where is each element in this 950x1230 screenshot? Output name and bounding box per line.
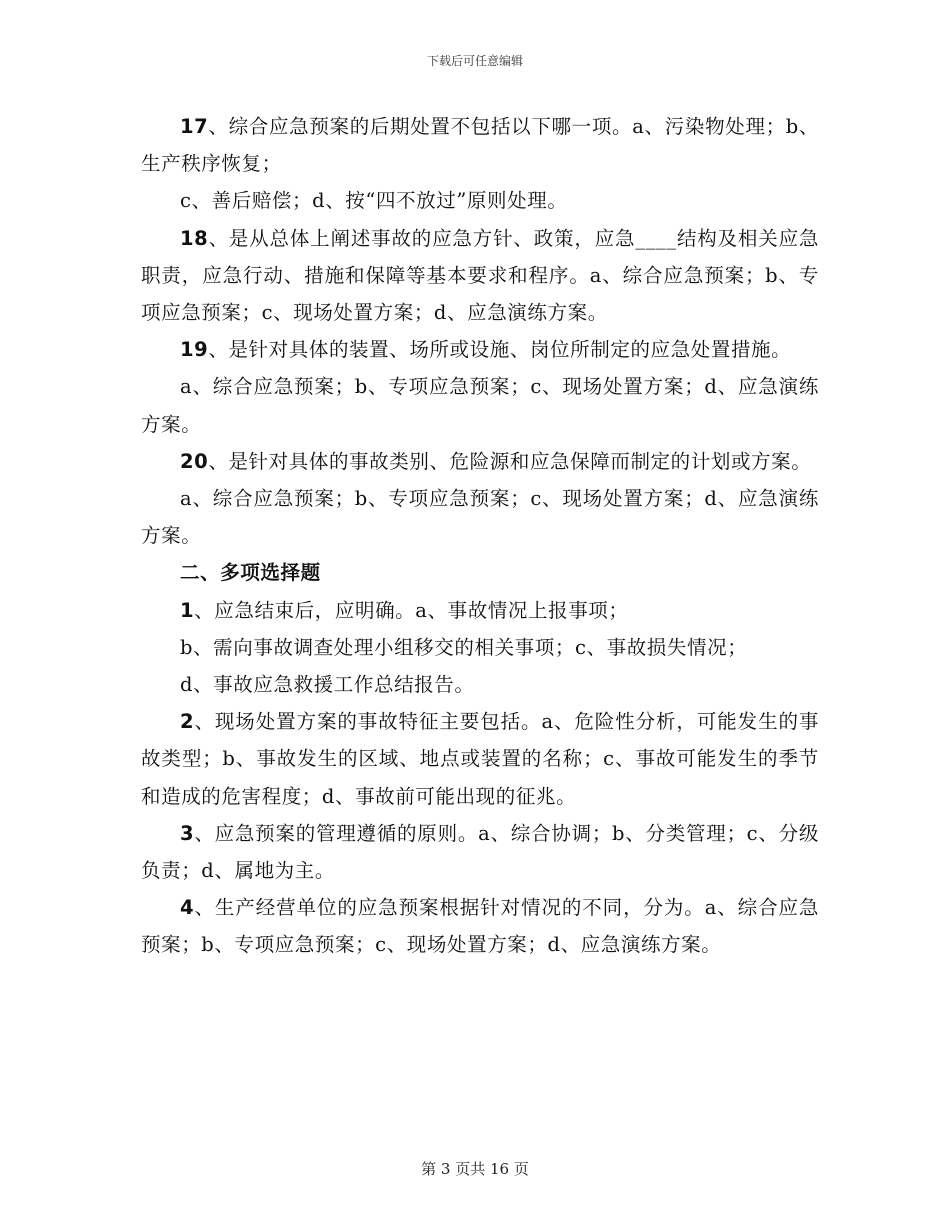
multi-question-4 <box>141 889 819 963</box>
question-19 <box>141 331 819 368</box>
multi-question-1-options-b <box>141 629 819 666</box>
question-text: 、综合应急预案的后期处置不包括以下哪一项。a、污染物处理；b、生产秩序恢复； <box>141 115 819 176</box>
question-text: c、善后赔偿；d、按“四不放过”原则处理。 <box>180 189 568 213</box>
question-text: 、应急预案的管理遵循的原则。a、综合协调；b、分类管理；c、分级负责；d、属地为主。 <box>141 821 819 883</box>
question-number: 2 <box>180 710 195 734</box>
question-number: 3 <box>180 821 195 845</box>
question-number: 18 <box>180 226 209 250</box>
question-text: a、综合应急预案；b、专项应急预案；c、现场处置方案；d、应急演练方案。 <box>141 487 819 548</box>
question-text: 、是针对具体的事故类别、危险源和应急保障而制定的计划或方案。 <box>208 449 812 473</box>
question-17-options <box>141 182 819 219</box>
question-number: 17 <box>180 115 209 138</box>
question-18 <box>141 220 819 332</box>
page-header: 下载后可任意编辑 <box>426 54 523 68</box>
section-heading: 二、多项选择题 <box>180 561 321 585</box>
question-number: 20 <box>180 449 209 473</box>
question-text: b、需向事故调查处理小组移交的相关事项；c、事故损失情况； <box>180 635 748 659</box>
question-20-options <box>141 480 819 554</box>
question-text: 、是针对具体的装置、场所或设施、岗位所制定的应急处置措施。 <box>208 338 792 362</box>
question-number: 4 <box>180 896 195 920</box>
page-footer: 第 3 页共 16 页 <box>421 1160 529 1178</box>
question-text: d、事故应急救援工作总结报告。 <box>180 673 475 697</box>
question-text: 、应急结束后，应明确。a、事故情况上报事项； <box>194 598 629 622</box>
question-number: 19 <box>180 338 209 362</box>
multi-question-1-options-d <box>141 666 819 703</box>
question-20 <box>141 443 819 480</box>
document-body <box>141 108 819 964</box>
multi-question-3 <box>141 815 819 889</box>
question-text: a、综合应急预案；b、专项应急预案；c、现场处置方案；d、应急演练方案。 <box>141 375 819 436</box>
question-text: 、现场处置方案的事故特征主要包括。a、危险性分析，可能发生的事故类型；b、事故发生的区域、地点或装置的名称；c、事故可能发生的季节和造成的危害程度；d、事故前可能出现的征兆。 <box>141 710 819 808</box>
multi-question-2 <box>141 703 819 815</box>
question-text: 、生产经营单位的应急预案根据针对情况的不同，分为。a、综合应急预案；b、专项应急预案；c、现场处置方案；d、应急演练方案。 <box>141 896 819 957</box>
multi-question-1 <box>141 592 819 629</box>
question-number: 1 <box>180 598 195 622</box>
question-19-options <box>141 368 819 442</box>
question-17 <box>141 108 819 182</box>
question-text: 、是从总体上阐述事故的应急方针、政策，应急____结构及相关应急职责，应急行动、措施和保障等基本要求和程序。a、综合应急预案；b、专项应急预案；c、现场处置方案；d、应急演练方案。 <box>141 226 819 325</box>
